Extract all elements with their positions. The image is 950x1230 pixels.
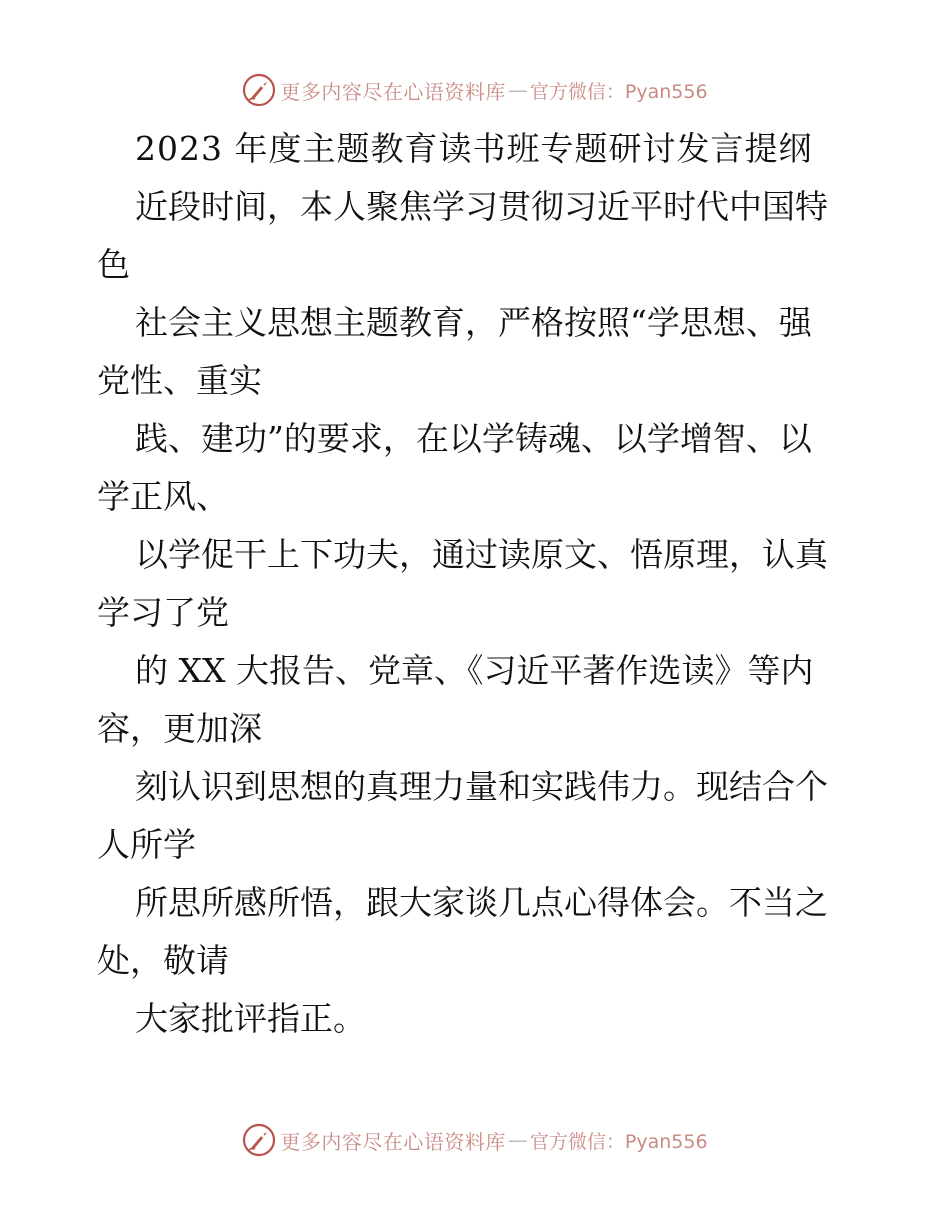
footer-banner — [0, 1120, 950, 1160]
paragraph-line: 刻认识到思想的真理力量和实践伟力。现结合个 — [135, 767, 828, 806]
paragraph-line: 的 XX 大报告、党章、《习近平著作选读》等内 — [135, 651, 814, 690]
pen-nib-logo-icon — [242, 73, 276, 107]
paragraph-line: 学习了党 — [97, 593, 229, 632]
banner-wechat: 官方微信：Pyan556 — [529, 1130, 708, 1153]
banner-text: 更多内容尽在心语资料库 — [280, 79, 506, 104]
paragraph-line: 践、建功”的要求，在以学铸魂、以学增智、以 — [135, 419, 812, 458]
paragraph-line: 色 — [97, 245, 130, 284]
header-banner — [0, 70, 950, 110]
banner-separator: — — [507, 78, 528, 102]
pen-nib-logo-icon — [242, 1123, 276, 1157]
paragraph-line: 容，更加深 — [97, 709, 262, 748]
paragraph-line: 近段时间，本人聚焦学习贯彻习近平时代中国特 — [135, 187, 828, 226]
paragraph-line: 所思所感所悟，跟大家谈几点心得体会。不当之 — [135, 883, 828, 922]
document-title: 2023 年度主题教育读书班专题研讨发言提纲 — [135, 129, 813, 168]
banner-wechat: 官方微信：Pyan556 — [529, 80, 708, 103]
paragraph-line: 以学促干上下功夫，通过读原文、悟原理，认真 — [135, 535, 828, 574]
banner-separator: — — [507, 1128, 528, 1152]
paragraph-line: 处，敬请 — [97, 941, 229, 980]
document-body — [97, 120, 857, 1048]
banner-text: 更多内容尽在心语资料库 — [280, 1129, 506, 1154]
paragraph-line: 党性、重实 — [97, 361, 262, 400]
paragraph-line: 学正风、 — [97, 477, 229, 516]
paragraph-line: 大家批评指正。 — [135, 999, 366, 1038]
paragraph-line: 人所学 — [97, 825, 196, 864]
paragraph-line: 社会主义思想主题教育，严格按照“学思想、强 — [135, 303, 812, 342]
